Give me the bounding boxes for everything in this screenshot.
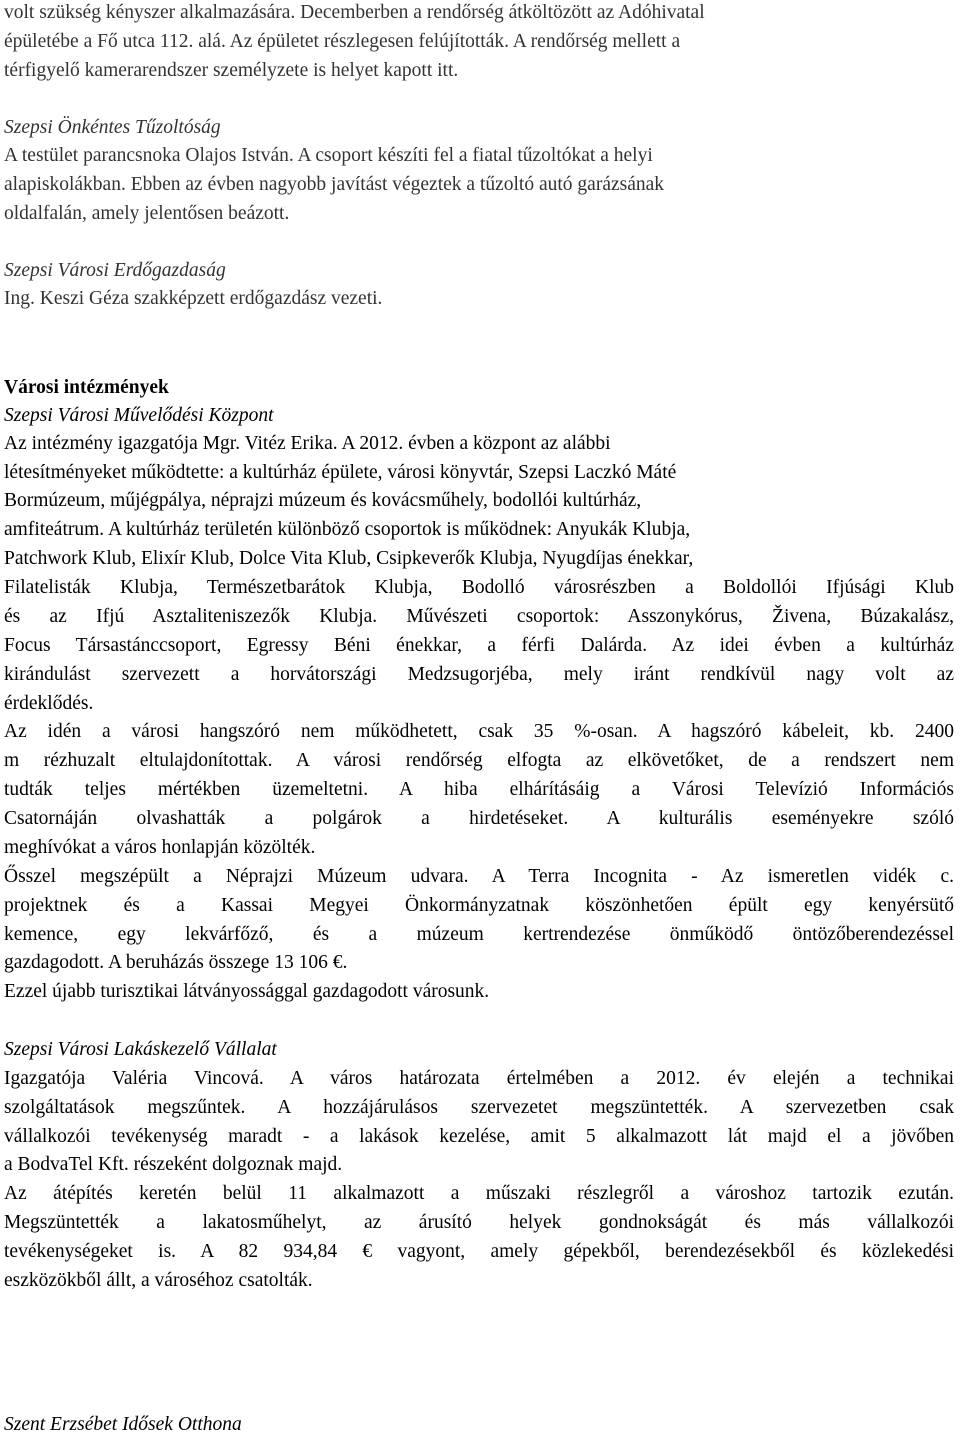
paragraph-line: Ősszel megszépült a Néprajzi Múzeum udvara. A Terra Incognita - Az ismeretlen vidék c. bbox=[4, 866, 954, 887]
paragraph-line: volt szükség kényszer alkalmazására. Decemberben a rendőrség átköltözött az Adóhivatal bbox=[4, 2, 705, 23]
paragraph-line: eszközökből állt, a városéhoz csatolták. bbox=[4, 1270, 313, 1291]
paragraph-line: meghívókat a város honlapján közölték. bbox=[4, 837, 316, 858]
paragraph-line: m rézhuzalt eltulajdonítottak. A városi rendőrség elfogta az elkövetőket, de a rendszert nem bbox=[4, 750, 954, 771]
paragraph-line: Csatornáján olvashatták a polgárok a hirdetéseket. A kulturális eseményekre szóló bbox=[4, 808, 954, 829]
paragraph-line: Bormúzeum, műjégpálya, néprajzi múzeum és kovácsműhely, bodollói kultúrház, bbox=[4, 490, 642, 511]
paragraph-line: a BodvaTel Kft. részeként dolgoznak majd. bbox=[4, 1154, 343, 1175]
paragraph-line: térfigyelő kamerarendszer személyzete is helyet kapott itt. bbox=[4, 60, 459, 81]
subsection-heading: Szepsi Önkéntes Tűzoltóság bbox=[4, 117, 221, 138]
paragraph-line: Az átépítés keretén belül 11 alkalmazott a műszaki részlegről a városhoz tartozik ezután. bbox=[4, 1183, 954, 1204]
paragraph-line: Az idén a városi hangszóró nem működhetett, csak 35 %-osan. A hagszóró kábeleit, kb. 2400 bbox=[4, 721, 954, 742]
paragraph-line: szolgáltatások megszűntek. A hozzájárulásos szervezetet megszüntették. A szervezetben csak bbox=[4, 1097, 954, 1118]
subsection-heading: Szepsi Városi Lakáskezelő Vállalat bbox=[4, 1039, 277, 1060]
paragraph-line: Filatelisták Klubja, Természetbarátok Klubja, Bodolló városrészben a Boldollói Ifjúsági Klub bbox=[4, 577, 954, 598]
paragraph-line: épületébe a Fő utca 112. alá. Az épületet részlegesen felújították. A rendőrség mellett a bbox=[4, 31, 681, 52]
subsection-heading: Szent Erzsébet Idősek Otthona bbox=[4, 1414, 242, 1435]
paragraph-line: kemence, egy lekvárfőző, és a múzeum kertrendezése önműködő öntözőberendezéssel bbox=[4, 924, 954, 945]
paragraph-line: kirándulást szervezett a horvátországi Medzsugorjéba, mely iránt rendkívül nagy volt az bbox=[4, 664, 954, 685]
subsection-heading: Szepsi Városi Művelődési Központ bbox=[4, 405, 274, 426]
paragraph-line: tudták teljes mértékben üzemeltetni. A hiba elhárításáig a Városi Televízió Információs bbox=[4, 779, 954, 800]
subsection-heading: Szepsi Városi Erdőgazdaság bbox=[4, 260, 226, 281]
section-title: Városi intézmények bbox=[4, 377, 169, 398]
paragraph-line: Az intézmény igazgatója Mgr. Vitéz Erika. A 2012. évben a központ az alábbi bbox=[4, 433, 611, 454]
paragraph-line: oldalfalán, amely jelentősen beázott. bbox=[4, 203, 290, 224]
paragraph-line: és az Ifjú Asztaliteniszezők Klubja. Művészeti csoportok: Asszonykórus, Živena, Búzakalász, bbox=[4, 606, 954, 627]
paragraph-line: Ezzel újabb turisztikai látványossággal gazdagodott városunk. bbox=[4, 981, 490, 1002]
paragraph-line: létesítményeket működtette: a kultúrház épülete, városi könyvtár, Szepsi Laczkó Máté bbox=[4, 462, 677, 483]
paragraph-line: A testület parancsnoka Olajos István. A csoport készíti fel a fiatal tűzoltókat a helyi bbox=[4, 145, 653, 166]
paragraph-line: Megszüntették a lakatosműhelyt, az árusító helyek gondnokságát és más vállalkozói bbox=[4, 1212, 954, 1233]
paragraph-line: gazdagodott. A beruházás összege 13 106 €. bbox=[4, 952, 348, 973]
paragraph-line: Patchwork Klub, Elixír Klub, Dolce Vita Klub, Csipkeverők Klubja, Nyugdíjas énekkar, bbox=[4, 548, 694, 569]
paragraph-line: amfiteátrum. A kultúrház területén különböző csoportok is működnek: Anyukák Klubja, bbox=[4, 519, 691, 540]
paragraph-line: projektnek és a Kassai Megyei Önkormányzatnak köszönhetően épült egy kenyérsütő bbox=[4, 895, 954, 916]
paragraph-line: alapiskolákban. Ebben az évben nagyobb javítást végeztek a tűzoltó autó garázsának bbox=[4, 174, 665, 195]
paragraph-line: Focus Társastánccsoport, Egressy Béni énekkar, a férfi Dalárda. Az idei évben a kultúrház bbox=[4, 635, 954, 656]
paragraph-line: Ing. Keszi Géza szakképzett erdőgazdász vezeti. bbox=[4, 288, 383, 309]
paragraph-line: vállalkozói tevékenység maradt - a lakások kezelése, amit 5 alkalmazott lát majd el a jövőben bbox=[4, 1126, 954, 1147]
paragraph-line: Igazgatója Valéria Vincová. A város határozata értelmében a 2012. év elején a technikai bbox=[4, 1068, 954, 1089]
paragraph-line: érdeklődés. bbox=[4, 693, 94, 714]
document-page bbox=[4, 0, 954, 1440]
paragraph-line: tevékenységeket is. A 82 934,84 € vagyont, amely gépekből, berendezésekből és közlekedési bbox=[4, 1241, 954, 1262]
